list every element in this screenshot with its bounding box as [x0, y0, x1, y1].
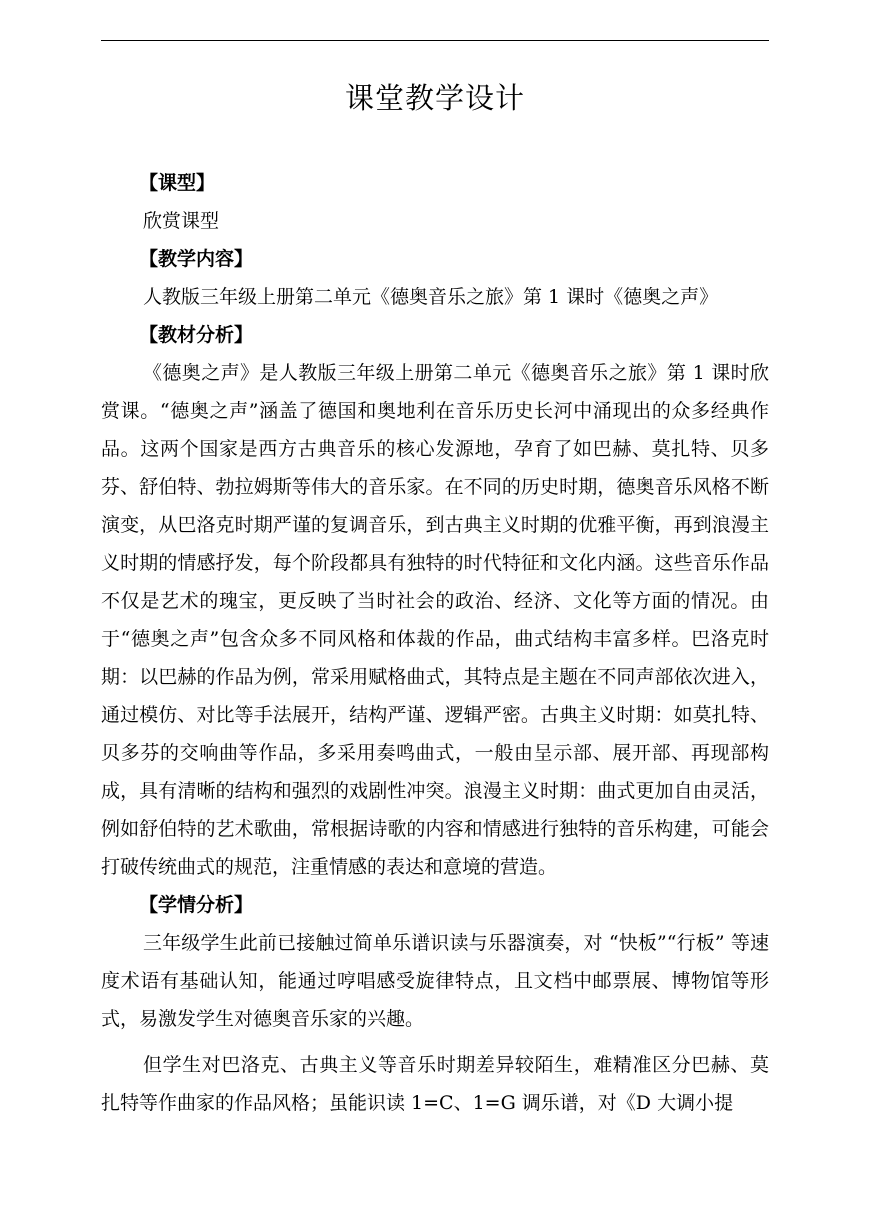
header-rule [101, 40, 769, 41]
student-analysis-paragraph-1: 三年级学生此前已接触过简单乐谱识读与乐器演奏，对 “快板”“行板” 等速度术语有基础认知，能通过哼唱感受旋律特点，且文档中邮票展、博物馆等形式，易激发学生对德奥音乐家的兴趣。 [101, 932, 769, 1030]
section-heading-student-analysis: 【学情分析】 [139, 894, 254, 916]
document-body [101, 164, 769, 1122]
page-title: 课堂教学设计 [344, 81, 525, 115]
lesson-type-text: 欣赏课型 [143, 210, 220, 232]
section-heading-teaching-content: 【教学内容】 [139, 248, 254, 270]
material-analysis-paragraph: 《德奥之声》是人教版三年级上册第二单元《德奥音乐之旅》第 1 课时欣赏课。“德奥之声”涵盖了德国和奥地利在音乐历史长河中涌现出的众多经典作品。这两个国家是西方古典音乐的核心发源地，孕育了如巴赫、莫扎特、贝多芬、舒伯特、勃拉姆斯等伟大的音乐家。在不同的历史时期，德奥音乐风格不断演变，从巴洛克时期严谨的复调音乐，到古典主义时期的优雅平衡，再到浪漫主义时期的情感抒发，每个阶段都具有独特的时代特征和文化内涵。这些音乐作品不仅是艺术的瑰宝，更反映了当时社会的政治、经济、文化等方面的情况。由于“德奥之声”包含众多不同风格和体裁的作品，曲式结构丰富多样。巴洛克时期：以巴赫的作品为例，常采用赋格曲式，其特点是主题在不同声部依次进入，通过模仿、对比等手法展开，结构严谨、逻辑严密。古典主义时期：如莫扎特、贝多芬的交响曲等作品，多采用奏鸣曲式，一般由呈示部、展开部、再现部构成，具有清晰的结构和强烈的戏剧性冲突。浪漫主义时期：曲式更加自由灵活，例如舒伯特的艺术歌曲，常根据诗歌的内容和情感进行独特的音乐构建，可能会打破传统曲式的规范，注重情感的表达和意境的营造。 [101, 362, 769, 878]
section-heading-material-analysis: 【教材分析】 [139, 324, 254, 346]
paragraph-gap [101, 1038, 769, 1046]
section-heading-lesson-type: 【课型】 [139, 172, 216, 194]
teaching-content-text: 人教版三年级上册第二单元《德奥音乐之旅》第 1 课时《德奥之声》 [143, 286, 719, 308]
student-analysis-paragraph-2: 但学生对巴洛克、古典主义等音乐时期差异较陌生，难精准区分巴赫、莫扎特等作曲家的作品风格；虽能识读 1=C、1=G 调乐谱，对《D 大调小提 [101, 1054, 769, 1114]
